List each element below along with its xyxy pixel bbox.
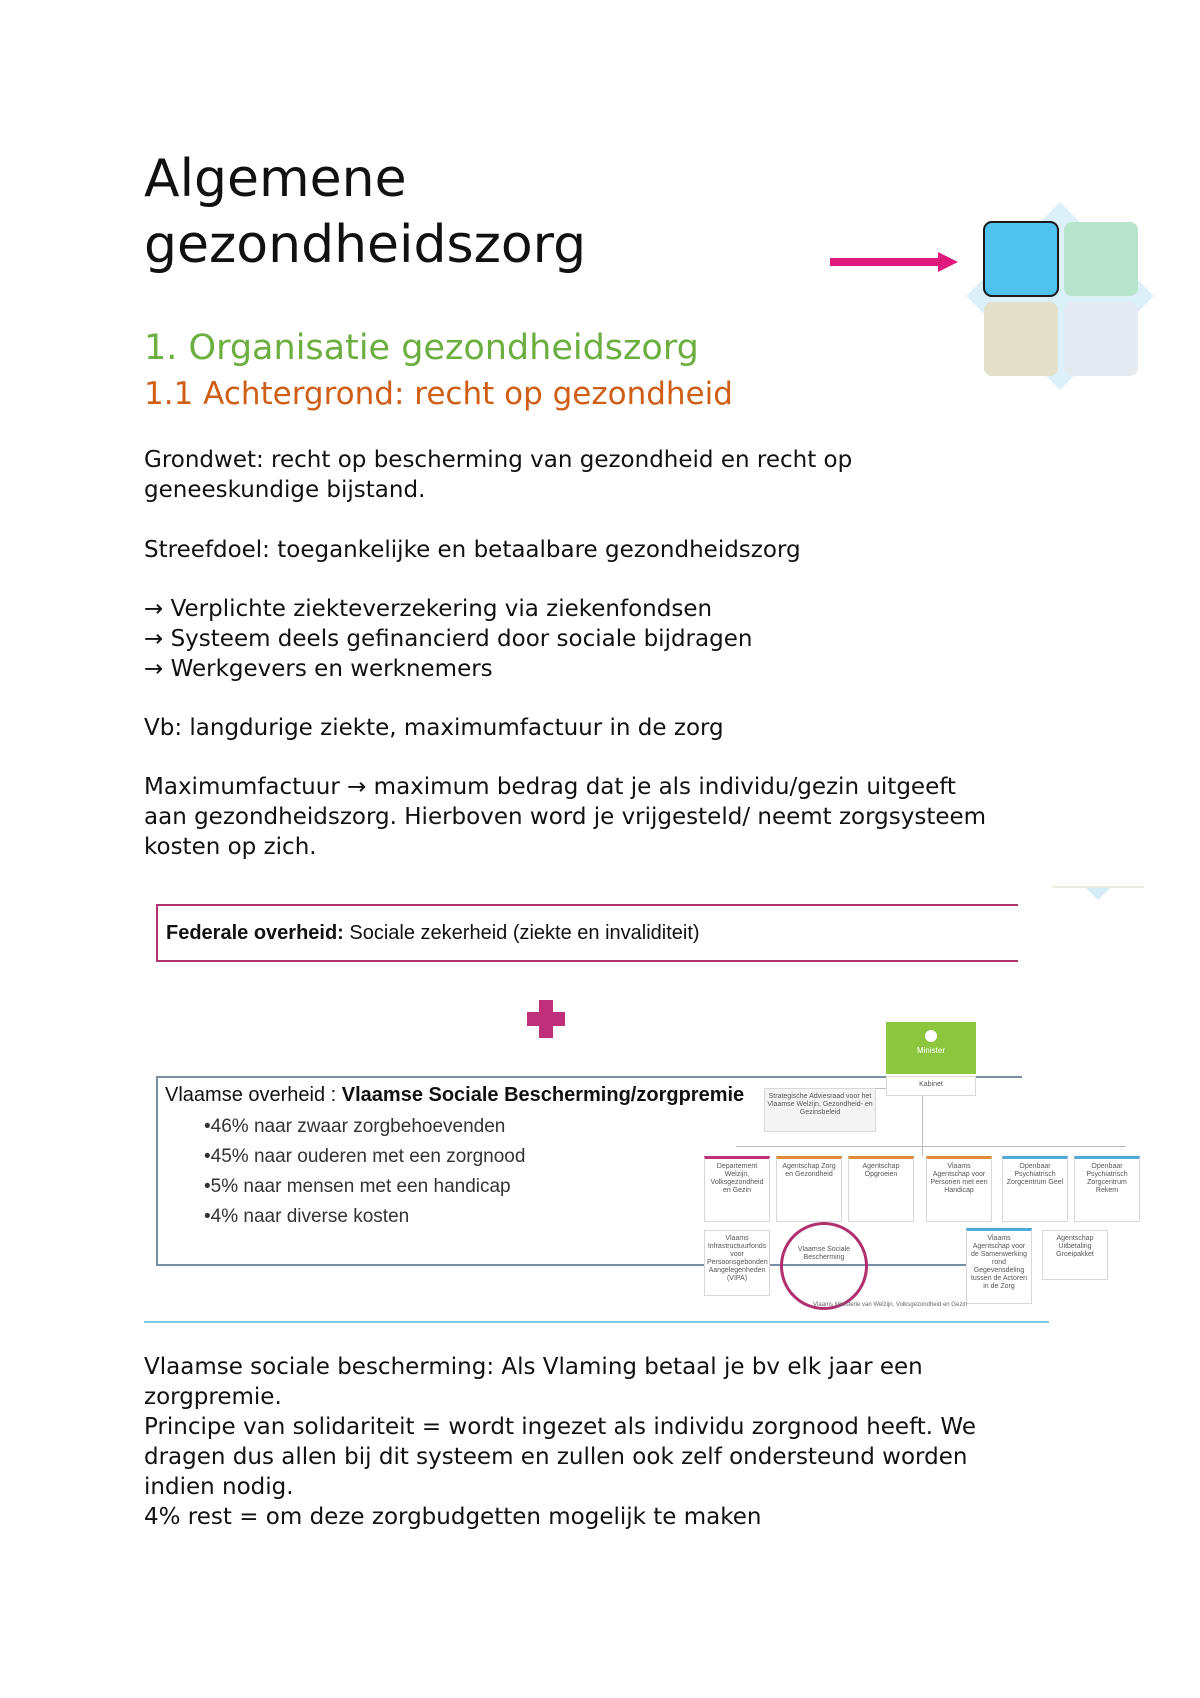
logo-arrow-graphic: [820, 196, 1160, 396]
paragraph-grondwet: [144, 445, 1064, 505]
arrow-list: [144, 594, 1064, 684]
flemish-heading: [165, 1084, 744, 1107]
allocation-item: •5% naar mensen met een handicap: [204, 1176, 511, 1197]
org-entity: [848, 1156, 914, 1222]
paragraph-example: [144, 713, 1064, 743]
title-line-1: Algemene: [144, 149, 407, 209]
text-line: aan gezondheidszorg. Hierboven word je vrijgesteld/ neemt zorgsysteem: [144, 804, 987, 830]
org-minister-label: Minister: [916, 1046, 945, 1055]
org-entity: [776, 1156, 842, 1222]
org-entity-label: Departement Welzijn, Volksgezondheid en Gezin: [710, 1163, 764, 1194]
federal-box: [156, 904, 1018, 962]
org-entity-label: Agentschap Uitbetaling Groeipakket: [1056, 1235, 1094, 1258]
org-entity-label: Openbaar Psychiatrisch Zorgcentrum Rekem: [1086, 1163, 1128, 1194]
paragraph-maximumfactuur: [144, 772, 1064, 862]
paragraph-streefdoel: [144, 535, 1064, 565]
org-kabinet: [886, 1076, 976, 1096]
plus-icon-bar: [527, 1012, 565, 1026]
org-entity: [926, 1156, 992, 1222]
text-line: Principe van solidariteit = wordt ingezet als individu zorgnood heeft. We: [144, 1414, 976, 1440]
text-line: Maximumfactuur → maximum bedrag dat je als individu/gezin uitgeeft: [144, 774, 956, 800]
org-entity-label: Vlaams Agentschap voor de Samenwerking rond Gegevensdeling tussen de Actoren in de Zorg: [970, 1235, 1028, 1290]
org-entity: [704, 1156, 770, 1222]
arrow-item: → Verplichte ziekteverzekering via ziekenfondsen: [144, 596, 713, 622]
text-line: Vb: langdurige ziekte, maximumfactuur in de zorg: [144, 715, 724, 741]
text-line: geneeskundige bijstand.: [144, 477, 426, 503]
federal-label: Federale overheid:: [166, 921, 344, 944]
org-entity-label: Vlaams Agentschap voor Personen met een Handicap: [930, 1163, 988, 1194]
text-line: indien nodig.: [144, 1474, 294, 1500]
org-connector: [736, 1146, 1126, 1147]
org-entity: [966, 1228, 1032, 1304]
org-entity-label: Openbaar Psychiatrisch Zorgcentrum Geel: [1006, 1163, 1064, 1186]
text-line: 4% rest = om deze zorgbudgetten mogelijk te maken: [144, 1504, 762, 1530]
person-icon: [925, 1030, 937, 1042]
title-line-2: gezondheidszorg: [144, 215, 587, 275]
allocation-item: •4% naar diverse kosten: [204, 1206, 410, 1227]
federal-text: Sociale zekerheid (ziekte en invaliditeit): [343, 921, 700, 944]
org-minister: [886, 1022, 976, 1074]
separator-line: [144, 1321, 1049, 1323]
org-entity-label: Agentschap Zorg en Gezondheid: [782, 1163, 836, 1178]
paragraph-closing: [144, 1352, 1064, 1532]
text-line: Grondwet: recht op bescherming van gezondheid en recht op: [144, 447, 853, 473]
allocation-item: •46% naar zwaar zorgbehoevenden: [204, 1116, 506, 1137]
org-entity: [1042, 1230, 1108, 1280]
slide-decoration-triangle: [1086, 888, 1110, 900]
subsection-heading: 1.1 Achtergrond: recht op gezondheid: [144, 376, 733, 412]
org-entity-label: Vlaams Infrastructuurfonds voor Persoonsgebonden Aangelegenheden (VIPA): [707, 1235, 768, 1282]
org-advice-council: [764, 1088, 876, 1132]
page-title: [144, 146, 586, 278]
allocation-item: •45% naar ouderen met een zorgnood: [204, 1146, 526, 1167]
flemish-bold: Vlaamse Sociale Bescherming/zorgpremie: [341, 1084, 745, 1106]
text-line: kosten op zich.: [144, 834, 317, 860]
org-entity: [1002, 1156, 1068, 1222]
allocation-list: [204, 1112, 525, 1232]
org-connector: [922, 1096, 923, 1156]
org-footer: Vlaams Ministerie van Welzijn, Volksgezondheid en Gezin: [813, 1302, 967, 1308]
org-vsb: [794, 1242, 854, 1284]
text-line: zorgpremie.: [144, 1384, 282, 1410]
org-kabinet-label: Kabinet: [919, 1081, 943, 1088]
org-chart: [700, 1010, 1160, 1310]
text-line: Vlaamse sociale bescherming: Als Vlaming betaal je bv elk jaar een: [144, 1354, 923, 1380]
org-vsb-label: Vlaamse Sociale Bescherming: [797, 1246, 851, 1261]
org-entity-label: Agentschap Opgroeien: [862, 1163, 900, 1178]
arrow-icon: [830, 252, 958, 272]
text-line: dragen dus allen bij dit systeem en zullen ook zelf ondersteund worden: [144, 1444, 968, 1470]
flemish-prefix: Vlaamse overheid :: [165, 1084, 342, 1106]
org-entity: [1074, 1156, 1140, 1222]
arrow-item: → Werkgevers en werknemers: [144, 656, 493, 682]
text-line: Streefdoel: toegankelijke en betaalbare gezondheidszorg: [144, 537, 801, 563]
org-entity: [704, 1230, 770, 1296]
arrow-item: → Systeem deels gefinancierd door sociale bijdragen: [144, 626, 753, 652]
section-heading: 1. Organisatie gezondheidszorg: [144, 328, 699, 368]
logo-icon: [966, 202, 1154, 390]
org-advice-label: Strategische Adviesraad voor het Vlaamse Welzijn, Gezondheid- en Gezinsbeleid: [767, 1093, 873, 1116]
